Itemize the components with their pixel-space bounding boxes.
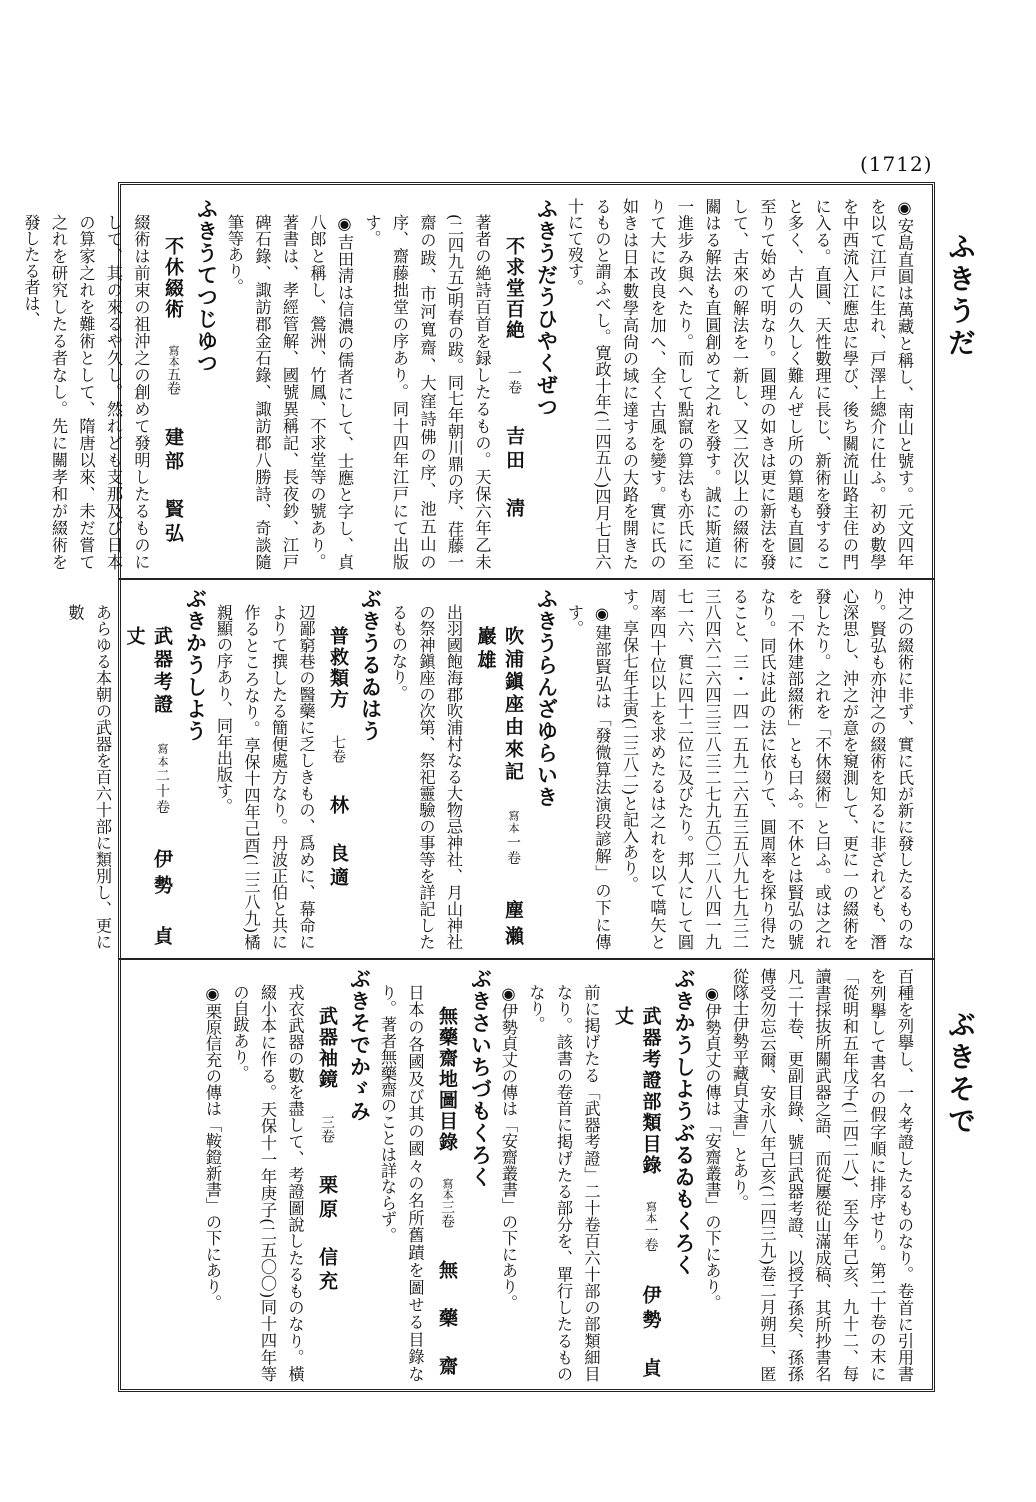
lower-note: ◉伊勢貞丈の傳は「安齋叢書」の下にあり。 <box>702 984 722 1311</box>
entry-reading: ぶきうるゐはう <box>358 588 384 742</box>
middle-section <box>65 588 918 974</box>
entry-title: 武器袖鏡 <box>316 1006 338 1090</box>
entry-title-line <box>324 588 352 950</box>
entry-note: ◉伊勢貞丈の傳は「安齋叢書」の下にあり。 <box>499 984 518 1311</box>
section-divider-upper <box>118 578 935 580</box>
entry-body: あらゆる本朝の武器を百六十部に類別し、更に數 <box>65 604 112 950</box>
entry-title-line <box>500 198 528 570</box>
middle-note: ◉建部賢弘は「發微算法演段諺解」の下に傳す。 <box>565 604 612 950</box>
entry-body: 出羽國飽海郡吹浦村なる大物忌神社、月山神社の祭神鎭座の次第、祭祀靈驗の事等を詳記したるものなり。 <box>389 604 463 950</box>
entry-volumes-count: 二十卷 <box>154 768 170 815</box>
entry-reading: ぶきかうしよう <box>183 588 209 742</box>
page-number: (1712) <box>860 152 933 176</box>
entry-author: 無 藥 齋 <box>436 1260 458 1381</box>
entry-volumes <box>439 1178 455 1228</box>
upper-paragraph: ◉安島直圓は萬藏と稱し、南山と號す。元文四年を以て江戸に生れ、戸澤上總介に仕ふ。初め數學を中西流入江應忠に學び、後ち關流山路主住の門に入る。直圓、天性數理に長じ、新術を發すること多く、古人の久しく難んぜし所の算題も直圓に至りて始めて明なり。圓理の如きは更に新法を發して、古來の解法を一新し、又二次以上の綴術に關はる解法も直圓創めて之れを發す。誠に斯道に一進步み與へたり。而して點竄の算法も亦氏に至りて大に改良を加へ、全く古風を變す。實に氏の如きは日本數學高尙の域に達するの大路を開きたるものと謂ふべし。寛政十年(二四五八)四月七日六十にて歿す。 <box>565 198 914 570</box>
entry-title-line <box>313 968 341 1382</box>
entry-volumes <box>505 810 521 866</box>
entry-note: ◉栗原信充の傳は「鞍鐙新書」の下にあり。 <box>203 984 222 1311</box>
entry-title: 不休綴術 <box>162 236 184 320</box>
entry-volumes <box>643 1201 659 1252</box>
entry-author: 伊勢 貞丈 <box>612 1006 662 1383</box>
entry-volumes-prefix: 寫本 <box>156 742 169 768</box>
entry-body: 辺鄙窮巷の醫藥に乏しきもの、爲めに、幕命によりて撰したる簡便處方なり。丹波正伯と共に作るところなり。享保十四年己酉(二三八九)橘親顯の序あり、同年出版す。 <box>214 604 316 950</box>
entry-reading: ふきうだうひやくぜつ <box>534 198 560 418</box>
entry-title: 無藥齋地圖目錄 <box>436 1006 458 1153</box>
entry-title-line <box>159 198 188 570</box>
entry-title: 普救類方 <box>327 626 349 710</box>
entry-volumes-prefix: 寫本 <box>507 810 520 836</box>
entry-reading: ぶきさいちづもくろく <box>468 968 494 1188</box>
entry-volumes-count: 一卷 <box>505 835 521 867</box>
guide-word-bottom: ぶきそで <box>944 1010 977 1138</box>
entry-volumes-prefix: 寫本 <box>167 344 180 367</box>
entry-author: 吉田 淸 <box>503 426 525 523</box>
entry-title: 吹浦鎭座由來記 <box>502 626 524 784</box>
entry-volumes-prefix: 寫本 <box>644 1201 658 1224</box>
middle-paragraph: 沖之の綴術に非ず、實に氏が新に發したるものなり。賢弘も亦沖之の綴術を知るに非ざれども、潛心深思し、沖之が意を窺測して、更に一の綴術を發したり。之れを「不休綴術」と曰ふ。或は之れを「不休建部綴術」とも曰ふ。不休とは賢弘の號なり。同氏は此の法に依りて、圓周率を探り得たること、三・一四一五九二六五三五八九七九三二三八四六二六四三三八三二七九五〇二八八四一九七一六、實に四十二位に及びたり。邦人にして圓周率四十位以上を求めたるは之れを以て嚆矢とす。享保七年壬寅(二三八二)と記入あり。 <box>620 588 914 950</box>
entry-title: 武器考證部類目錄 <box>639 1006 662 1177</box>
entry-author: 栗原 信充 <box>316 1175 338 1296</box>
entry-reading: ぶきかうしようぶるゐもくろく <box>672 968 697 1276</box>
entry-body: 著者の絶詩百首を録したるもの。天保六年乙未(二四九五)明春の跋。同七年朝川鼎の序、荏藤一齋の跋、市河寬齋、大窪詩佛の序、池五山の序、齋藤拙堂の序あり。同十四年江戸にて出版す。 <box>362 214 492 570</box>
entry-title-line <box>433 968 462 1382</box>
entry-title-line <box>609 968 665 1382</box>
entry-title-line <box>120 588 176 950</box>
entry-reading: ふきうらんざゆらいき <box>534 588 560 808</box>
entry-body: 日本の各國及び其の國々の名所舊蹟を圖せる目錄なり。著者無藥齋のことは詳ならず。 <box>378 984 425 1382</box>
entry-body: 前に掲げたる「武器考證」二十卷百六十部の部類細目なり。該書の卷首に掲げたる部分を、單行したるものなり。 <box>526 984 601 1382</box>
guide-word-top: ふきうだ <box>944 232 977 360</box>
entry-volumes: 一卷 <box>506 365 522 394</box>
entry-author: 塵瀨 巖雄 <box>474 626 524 974</box>
lower-section <box>132 968 918 1382</box>
entry-volumes-count: 三卷 <box>439 1199 455 1228</box>
lower-paragraph: 百種を列擧し、一々考證したるものなり。卷首に引用書を列擧して書名の假字順に排序せり。第二十卷の末に「從明和五年戊子(二四二八)、至今年己亥、九十二、每讀書採抜所關武器之語、而從屢從山滿成稿、其所抄書名凡二十卷、更副目錄、號曰武器考證、以授子孫矣、孫孫傳受勿忘云爾、安永八年己亥(二四三九)卷二月朔旦、匿從隊士伊勢平藏貞丈書」とあり。 <box>730 968 914 1382</box>
entry-title: 不求堂百絶 <box>503 236 525 341</box>
entry-title: 武器考證 <box>151 626 173 717</box>
entry-volumes <box>165 345 181 395</box>
entry-volumes <box>154 743 170 815</box>
entry-volumes-count: 一卷 <box>642 1223 659 1253</box>
entry-author: 伊勢 貞丈 <box>123 626 173 950</box>
entry-title-line <box>471 588 527 974</box>
upper-section <box>21 198 918 570</box>
entry-volumes: 三卷 <box>319 1114 335 1143</box>
entry-author: 建部 賢弘 <box>162 427 184 548</box>
entry-note: ◉吉田淸は信濃の儒者にして、士應と字し、貞八郎と稱し、鶯洲、竹鳳、不求堂等の號あり。著書は、孝經管解、國號異稱記、長夜鈔、江戸碑石錄、諏訪郡金石錄、諏訪郡八勝詩、奇談隨筆等あり。 <box>225 214 354 570</box>
section-divider-lower <box>118 958 935 960</box>
entry-volumes: 七卷 <box>330 734 346 763</box>
entry-body: 戎衣武器の數を盡して、考證圖說したるものなり。橫綴小本に作る。天保十一年庚子(二五〇〇)同十四年等の自跋あり。 <box>230 984 305 1382</box>
entry-reading: ぶきそでかゞみ <box>347 968 373 1122</box>
entry-author: 林 良適 <box>327 795 349 892</box>
entry-body: 綴術は前束の祖沖之の創めて發明したるものにして、其の來るや久し。然れども支那及び日本の算家之れを難術として、隋唐以來、未だ嘗て之れを研究したる者なし。先に關孝和が綴術を發したる者は、 <box>21 214 151 570</box>
entry-reading: ふきうてつじゆつ <box>194 198 220 374</box>
entry-volumes-prefix: 寫本 <box>441 1177 454 1200</box>
entry-volumes-count: 五卷 <box>165 366 181 395</box>
